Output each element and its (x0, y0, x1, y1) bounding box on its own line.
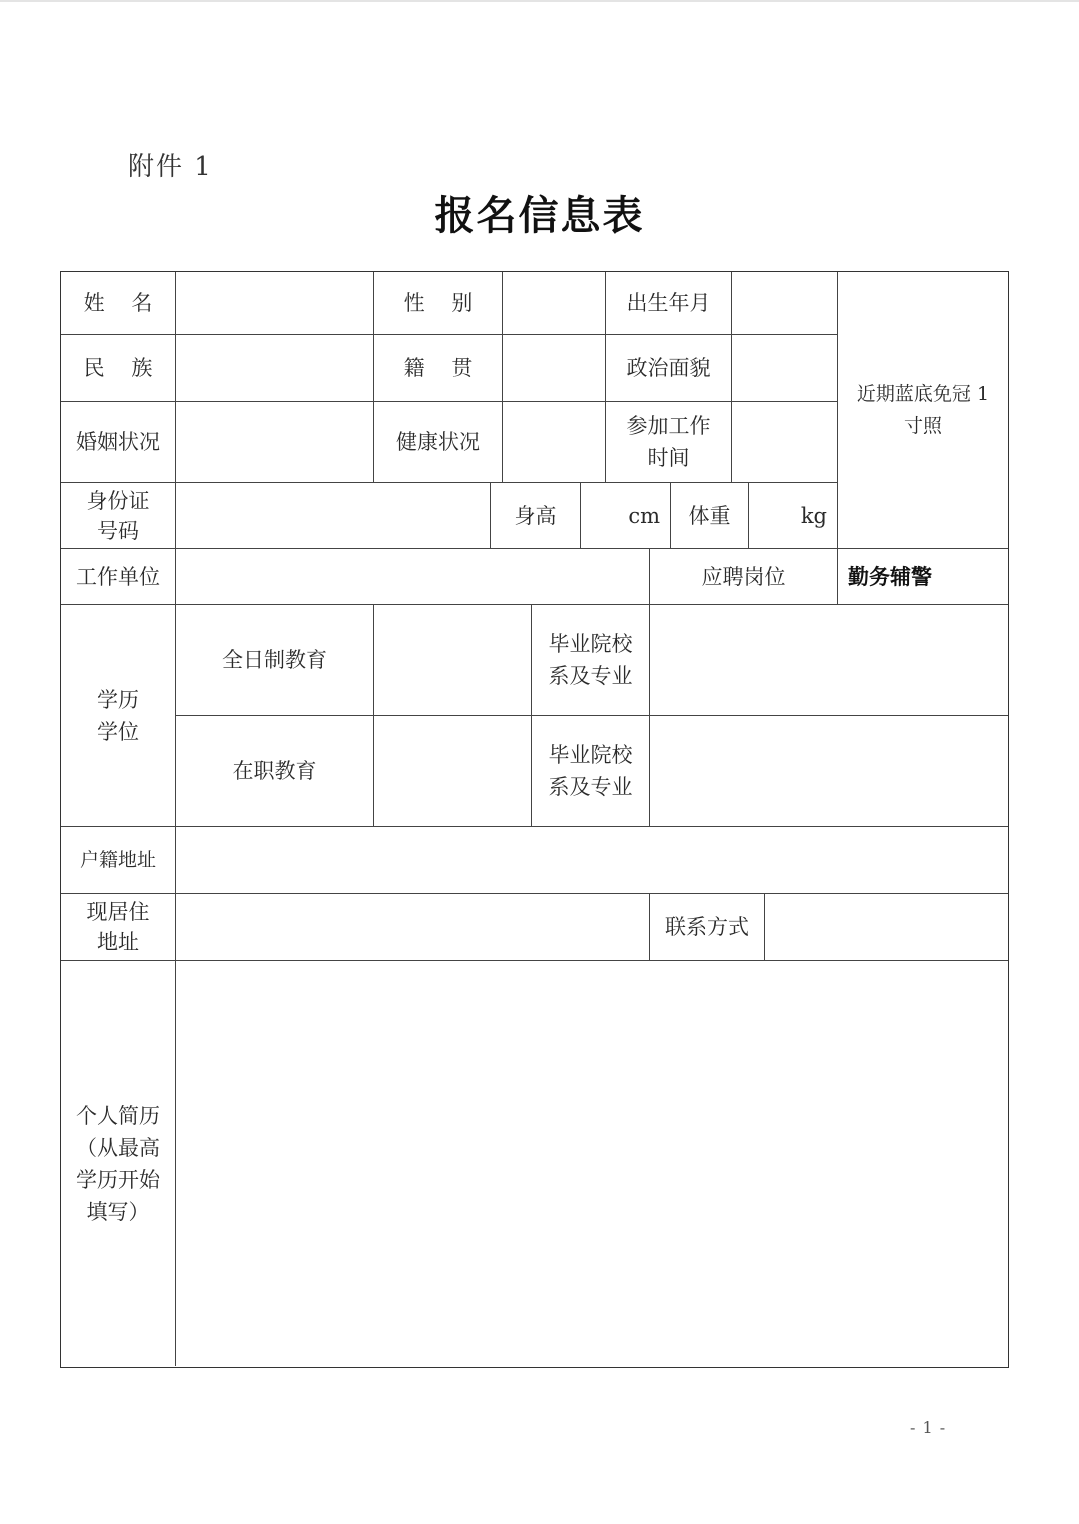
parttime-field[interactable] (374, 716, 532, 827)
height-label: 身高 (491, 483, 581, 549)
marital-field[interactable] (176, 402, 374, 483)
annex-label: 附件 1 (128, 152, 213, 182)
household-field[interactable] (176, 827, 1008, 894)
name-field[interactable] (176, 272, 374, 335)
weight-field[interactable]: kg (749, 483, 838, 549)
household-label: 户籍地址 (61, 827, 176, 894)
position-value[interactable]: 勤务辅警 (838, 549, 1008, 605)
marital-label: 婚姻状况 (61, 402, 176, 483)
parttime-label: 在职教育 (176, 716, 374, 827)
contact-field[interactable] (765, 894, 1008, 961)
school-field-1[interactable] (650, 605, 1008, 716)
resume-field[interactable] (176, 961, 1008, 1366)
fulltime-field[interactable] (374, 605, 532, 716)
position-label: 应聘岗位 (650, 549, 838, 605)
birth-field[interactable] (732, 272, 838, 335)
employer-label: 工作单位 (61, 549, 176, 605)
school-label-1: 毕业院校系及专业 (532, 605, 650, 716)
health-field[interactable] (503, 402, 606, 483)
ethnicity-label: 民 族 (61, 335, 176, 402)
political-field[interactable] (732, 335, 838, 402)
residence-field[interactable] (176, 894, 650, 961)
school-field-2[interactable] (650, 716, 1008, 827)
id-label: 身份证号码 (61, 483, 176, 549)
form-title: 报名信息表 (434, 192, 645, 239)
school-label-2: 毕业院校系及专业 (532, 716, 650, 827)
name-label: 姓 名 (61, 272, 176, 335)
native-place-label: 籍 贯 (374, 335, 503, 402)
education-label: 学历学位 (61, 605, 176, 827)
ethnicity-field[interactable] (176, 335, 374, 402)
registration-form-table (60, 271, 1009, 1368)
work-time-field[interactable] (732, 402, 838, 483)
residence-label: 现居住地址 (61, 894, 176, 961)
employer-field[interactable] (176, 549, 650, 605)
page-number: - 1 - (910, 1418, 947, 1437)
resume-label: 个人简历（从最高学历开始填写） (61, 961, 176, 1366)
gender-label: 性 别 (374, 272, 503, 335)
birth-label: 出生年月 (606, 272, 732, 335)
work-time-label: 参加工作时间 (606, 402, 732, 483)
height-field[interactable]: cm (581, 483, 671, 549)
political-label: 政治面貌 (606, 335, 732, 402)
id-field[interactable] (176, 483, 491, 549)
gender-field[interactable] (503, 272, 606, 335)
contact-label: 联系方式 (650, 894, 765, 961)
fulltime-label: 全日制教育 (176, 605, 374, 716)
weight-label: 体重 (671, 483, 749, 549)
photo-area[interactable]: 近期蓝底免冠 1 寸照 (838, 272, 1008, 549)
page-top-edge (0, 0, 1079, 2)
health-label: 健康状况 (374, 402, 503, 483)
native-place-field[interactable] (503, 335, 606, 402)
